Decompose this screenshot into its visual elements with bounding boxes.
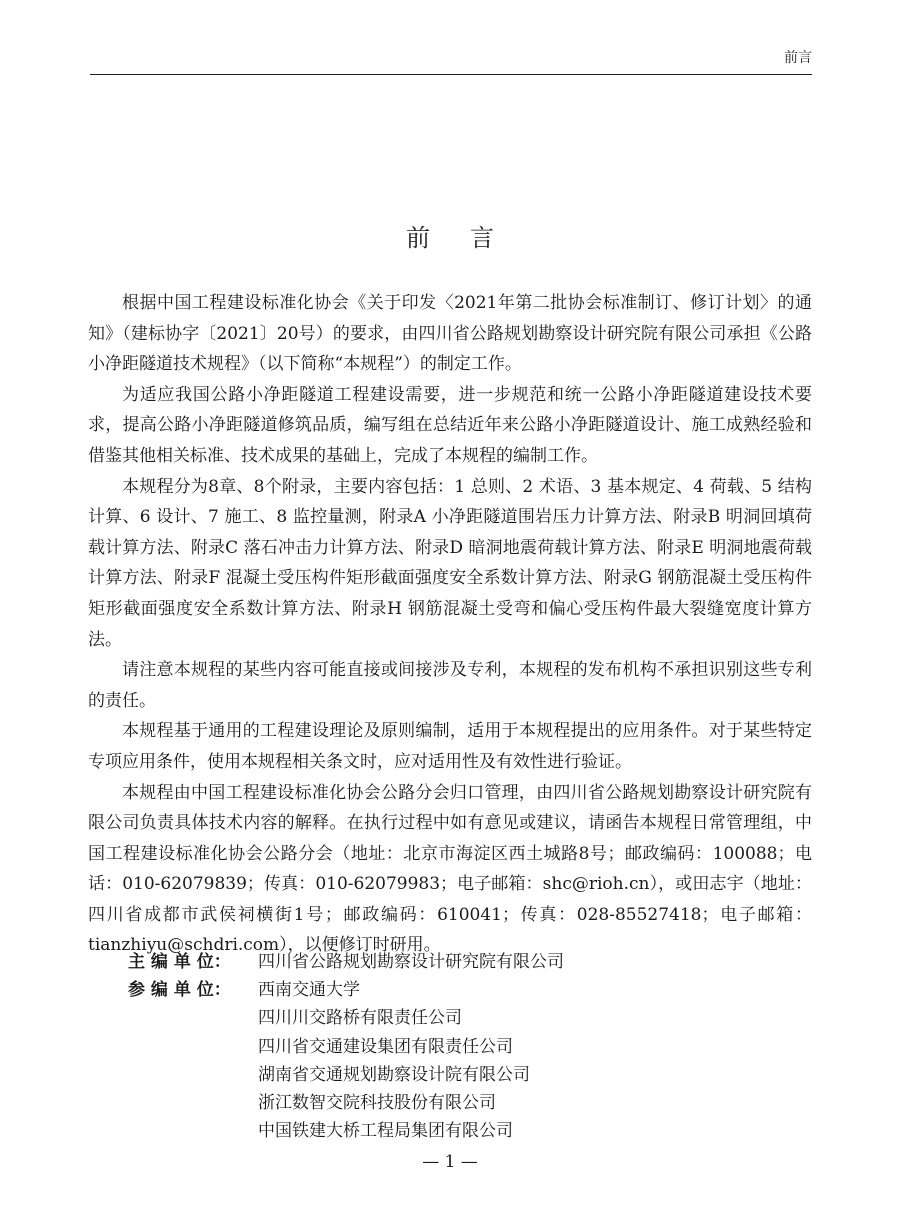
paragraph: 本规程由中国工程建设标准化协会公路分会归口管理，由四川省公路规划勘察设计研究院有限公司负责具体技术内容的解释。在执行过程中如有意见或建议，请函告本规程日常管理组，中国工程建设标准化协会公路分会（地址：北京市海淀区西土城路8号；邮政编码：100088；电话：010-62079839；传真：010-62079983；电子邮箱：shc@rioh.cn），或田志宇（地址：四川省成都市武侯祠横街1号；邮政编码：610041；传真：028-85527418；电子邮箱：tianzhiyu@schdri.com），以便修订时研用。 [88,782,812,956]
participating-units-label: 参 编 单 位： [128,980,231,1001]
chief-editor-unit-row [88,948,812,976]
paragraph: 为适应我国公路小净距隧道工程建设需要，进一步规范和统一公路小净距隧道建设技术要求，提高公路小净距隧道修筑品质，编写组在总结近年来公路小净距隧道设计、施工成熟经验和借鉴其他相关标准、技术成果的基础上，完成了本规程的编制工作。 [88,384,812,466]
participating-unit: 四川省交通建设集团有限责任公司 [258,1036,513,1057]
participating-unit: 西南交通大学 [258,980,360,1001]
participating-unit-row [88,1033,812,1061]
participating-unit: 四川川交路桥有限责任公司 [258,1008,462,1029]
paragraph: 本规程分为8章、8个附录，主要内容包括：1 总则、2 术语、3 基本规定、4 荷载、5 结构计算、6 设计、7 施工、8 监控量测，附录A 小净距隧道围岩压力计算方法、附录B 明洞回填荷载计算方法、附录C 落石冲击力计算方法、附录D 暗洞地震荷载计算方法、附录E 明洞地震荷载计算方法、附录F 混凝土受压构件矩形截面强度安全系数计算方法、附录G 钢筋混凝土受压构件矩形截面强度安全系数计算方法、附录H 钢筋混凝土受弯和偏心受压构件最大裂缝宽度计算方法。 [88,476,812,650]
paragraph: 本规程基于通用的工程建设理论及原则编制，适用于本规程提出的应用条件。对于某些特定专项应用条件，使用本规程相关条文时，应对适用性及有效性进行验证。 [88,721,812,772]
participating-unit: 中国铁建大桥工程局集团有限公司 [258,1121,513,1142]
participating-unit-row [88,1004,812,1032]
participating-unit: 浙江数智交院科技股份有限公司 [258,1093,496,1114]
paragraph: 根据中国工程建设标准化协会《关于印发〈2021年第二批协会标准制订、修订计划〉的通知》（建标协字〔2021〕20号）的要求，由四川省公路规划勘察设计研究院有限公司承担《公路小净距隧道技术规程》（以下简称“本规程”）的制定工作。 [88,293,812,375]
participating-unit: 湖南省交通规划勘察设计院有限公司 [258,1064,530,1085]
page-number: — 1 — [422,1152,478,1172]
participating-unit-row [88,1089,812,1117]
participating-unit-row [88,976,812,1004]
running-header: 前言 [90,48,812,75]
chief-editor-unit: 四川省公路规划勘察设计研究院有限公司 [258,952,564,972]
participating-unit-row [88,1061,812,1089]
editorial-units [88,948,812,1145]
page-title: 前言 [406,224,534,253]
preface-body [88,288,812,961]
chief-editor-label: 主 编 单 位： [128,952,231,972]
participating-unit-row [88,1117,812,1145]
paragraph: 请注意本规程的某些内容可能直接或间接涉及专利，本规程的发布机构不承担识别这些专利的责任。 [88,660,812,711]
